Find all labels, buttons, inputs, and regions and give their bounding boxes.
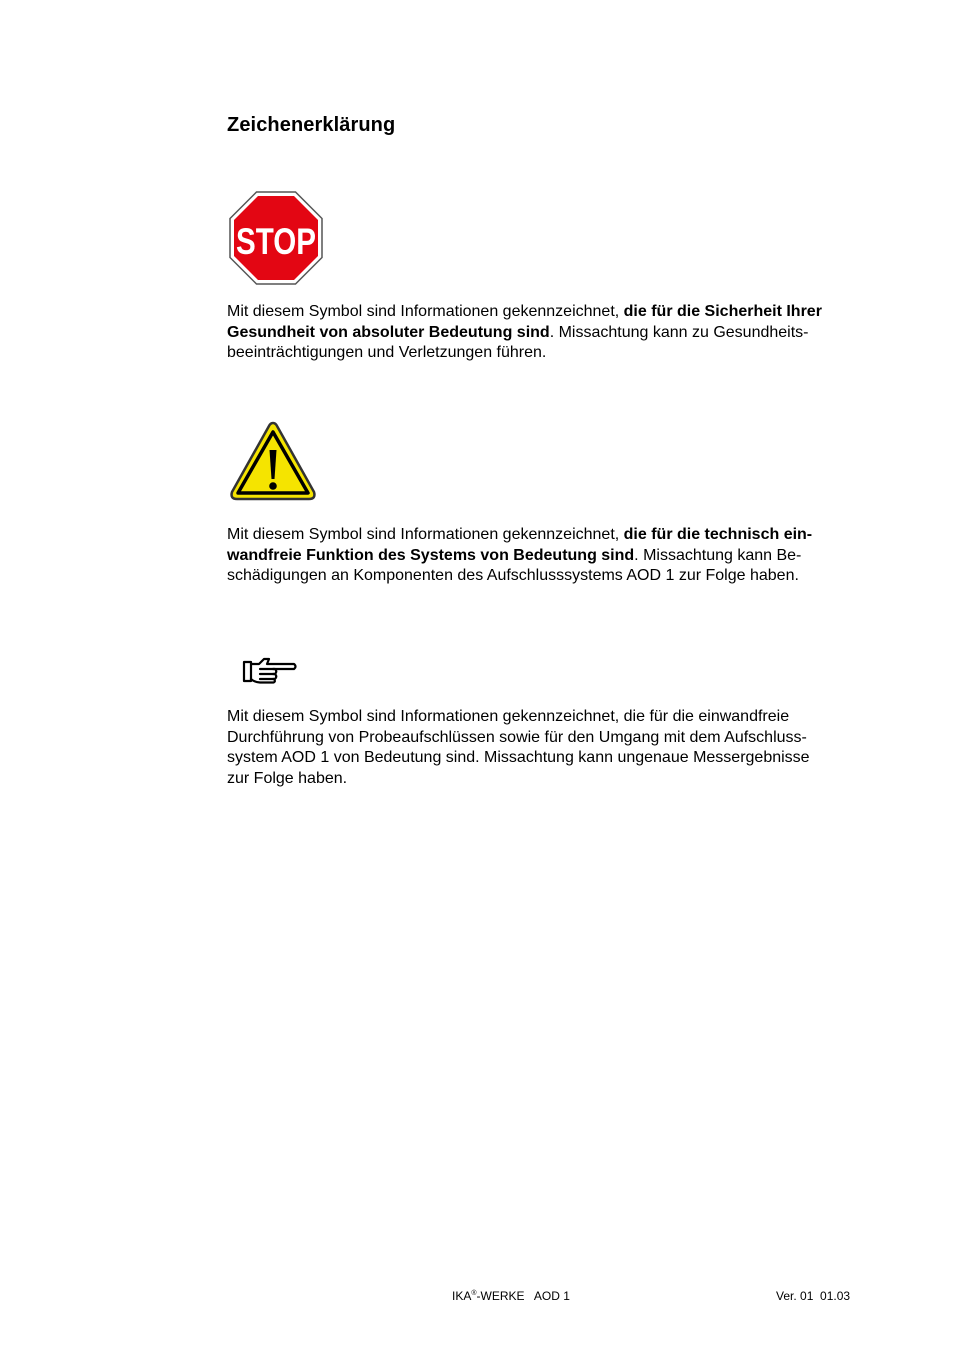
stop-text-3: beeinträchtigungen und Verletzungen führen.: [227, 344, 547, 361]
stop-text-bold-1: die für die Sicherheit Ihrer: [623, 303, 822, 320]
warning-description: [227, 525, 907, 587]
hint-text-1: Mit diesem Symbol sind Informationen gekennzeichnet, die für die einwandfreie: [227, 708, 790, 725]
stop-text-2: . Missachtung kann zu Gesundheits-: [549, 323, 809, 341]
stop-text-1: Mit diesem Symbol sind Informationen gekennzeichnet,: [227, 303, 624, 320]
footer-product-name: -WERKE AOD 1: [476, 1289, 570, 1303]
footer-registered-mark: ®: [471, 1290, 477, 1297]
footer-product: [452, 1289, 570, 1303]
warning-text-3: schädigungen an Komponenten des Aufschlusssystems AOD 1 zur Folge haben.: [227, 567, 799, 584]
warning-text-bold-2: wandfreie Funktion des Systems von Bedeutung sind: [227, 546, 635, 564]
stop-description: [227, 302, 907, 364]
hint-text-3: system AOD 1 von Bedeutung sind. Missachtung kann ungenaue Messergebnisse: [227, 749, 810, 766]
stop-text-bold-2: Gesundheit von absoluter Bedeutung sind: [227, 323, 550, 341]
stop-sign-text: STOP: [236, 221, 316, 262]
page-title: Zeichenerklärung: [227, 114, 396, 136]
footer-brand: IKA: [452, 1289, 472, 1303]
stop-sign-icon: [229, 191, 323, 285]
footer-version: Ver. 01 01.03: [776, 1289, 851, 1303]
warning-text-bold-1: die für die technisch ein-: [623, 526, 813, 543]
hint-description: [227, 707, 907, 789]
hint-text-4: zur Folge haben.: [227, 769, 348, 787]
hint-text-2: Durchführung von Probeaufschlüssen sowie für den Umgang mit dem Aufschluss-: [227, 728, 807, 746]
warning-triangle-icon: [228, 420, 318, 502]
warning-text-1: Mit diesem Symbol sind Informationen gekennzeichnet,: [227, 526, 624, 543]
pointing-hand-icon: [242, 656, 298, 684]
warning-text-2: . Missachtung kann Be-: [634, 546, 802, 564]
